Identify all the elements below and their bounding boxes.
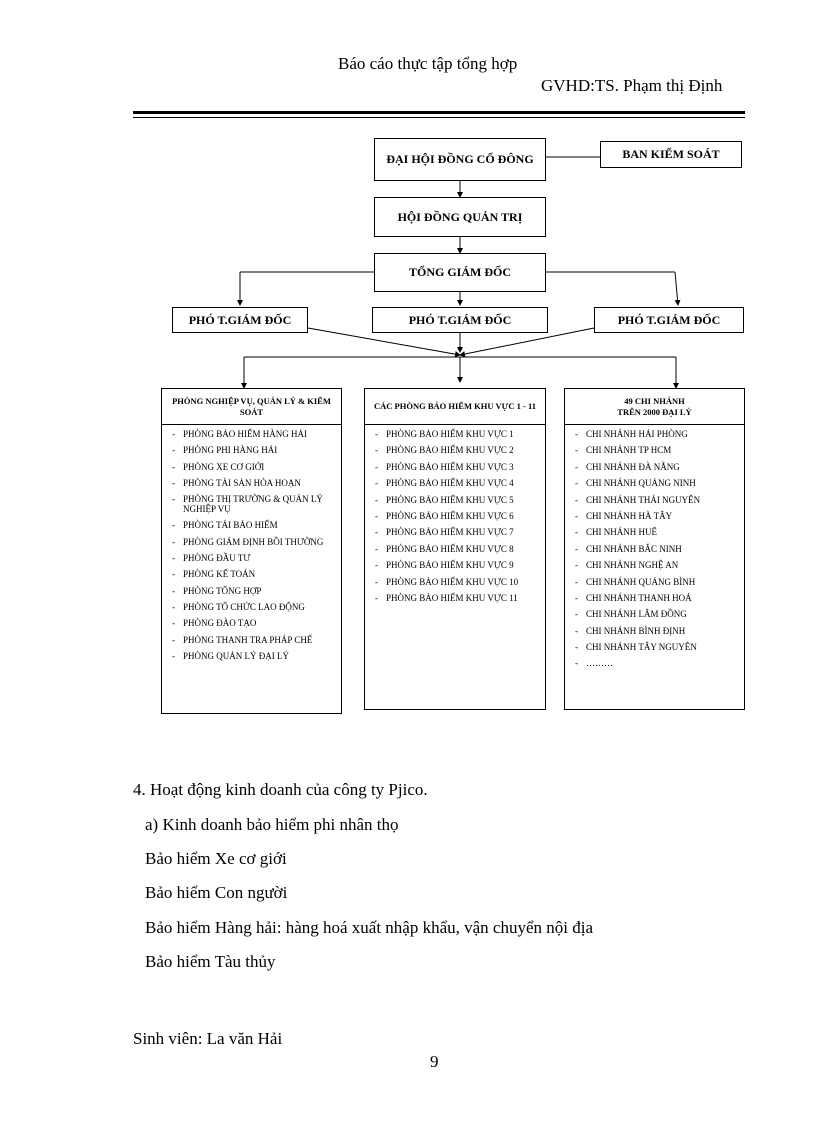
department-item: - PHÒNG BẢO HIỂM KHU VỰC 11 xyxy=(375,593,541,603)
department-item: - PHÒNG BẢO HIỂM KHU VỰC 10 xyxy=(375,577,541,587)
department-item: - PHÒNG BẢO HIỂM KHU VỰC 1 xyxy=(375,429,541,439)
shareholders-meeting-box: ĐẠI HỘI ĐỒNG CỔ ĐÔNG xyxy=(374,138,546,181)
department-item: - PHÒNG THANH TRA PHÁP CHẾ xyxy=(172,635,337,645)
department-list xyxy=(162,425,341,661)
body-line: Bảo hiểm Tàu thủy xyxy=(145,952,276,971)
department-item: - PHÒNG BẢO HIỂM KHU VỰC 6 xyxy=(375,511,541,521)
body-line: Bảo hiểm Con người xyxy=(145,883,288,902)
branch-item: - CHI NHÁNH NGHỆ AN xyxy=(575,560,740,570)
department-item: - PHÒNG BẢO HIỂM KHU VỰC 7 xyxy=(375,527,541,537)
department-item: - PHÒNG XE CƠ GIỚI xyxy=(172,462,337,472)
general-director-box: TỔNG GIÁM ĐỐC xyxy=(374,253,546,292)
column-heading: CÁC PHÒNG BẢO HIỂM KHU VỰC 1 - 11 xyxy=(365,389,545,425)
department-item: - PHÒNG QUẢN LÝ ĐẠI LÝ xyxy=(172,651,337,661)
department-item: - PHÒNG TÀI SẢN HỎA HOẠN xyxy=(172,478,337,488)
section-heading: 4. Hoạt động kinh doanh của công ty Pjico. xyxy=(133,780,428,799)
department-item: - PHÒNG ĐÀO TẠO xyxy=(172,618,337,628)
supervisory-board-box: BAN KIỂM SOÁT xyxy=(600,141,742,168)
deputy-director-box-1: PHÓ T.GIÁM ĐỐC xyxy=(172,307,308,333)
branch-item: - CHI NHÁNH HẢI PHÒNG xyxy=(575,429,740,439)
department-item: - PHÒNG BẢO HIỂM KHU VỰC 3 xyxy=(375,462,541,472)
branch-item: - CHI NHÁNH THÁI NGUYÊN xyxy=(575,495,740,505)
branch-item: - CHI NHÁNH HÀ TÂY xyxy=(575,511,740,521)
branch-item: - CHI NHÁNH QUẢNG BÌNH xyxy=(575,577,740,587)
department-item: - PHÒNG BẢO HIỂM KHU VỰC 4 xyxy=(375,478,541,488)
department-item: - PHÒNG BẢO HIỂM KHU VỰC 2 xyxy=(375,445,541,455)
department-item: - PHÒNG TÁI BẢO HIỂM xyxy=(172,520,337,530)
page-number: 9 xyxy=(430,1052,439,1071)
branch-item: - CHI NHÁNH TÂY NGUYÊN xyxy=(575,642,740,652)
column-heading: PHÒNG NGHIỆP VỤ, QUẢN LÝ & KIỂM SOÁT xyxy=(162,389,341,425)
department-item: - PHÒNG KẾ TOÁN xyxy=(172,569,337,579)
branch-item: - CHI NHÁNH THANH HOÁ xyxy=(575,593,740,603)
branch-item: - ……… xyxy=(575,658,740,668)
department-item: - PHÒNG GIÁM ĐỊNH BỒI THƯỜNG xyxy=(172,537,337,547)
branch-list xyxy=(565,425,744,668)
department-item: - PHÒNG BẢO HIỂM HÀNG HẢI xyxy=(172,429,337,439)
branch-item: - CHI NHÁNH ĐÀ NẴNG xyxy=(575,462,740,472)
body-line: Bảo hiểm Hàng hải: hàng hoá xuất nhập khẩu, vận chuyển nội địa xyxy=(145,918,594,937)
department-item: - PHÒNG BẢO HIỂM KHU VỰC 5 xyxy=(375,495,541,505)
branch-item: - CHI NHÁNH QUẢNG NINH xyxy=(575,478,740,488)
deputy-director-box-3: PHÓ T.GIÁM ĐỐC xyxy=(594,307,744,333)
department-list xyxy=(365,425,545,603)
department-item: - PHÒNG PHI HÀNG HẢI xyxy=(172,445,337,455)
branch-item: - CHI NHÁNH LÂM ĐỒNG xyxy=(575,609,740,619)
regional-departments-column xyxy=(364,388,546,710)
branch-item: - CHI NHÁNH HUẾ xyxy=(575,527,740,537)
department-item: - PHÒNG ĐẦU TƯ xyxy=(172,553,337,563)
document-title: Báo cáo thực tập tổng hợp xyxy=(338,54,518,73)
body-line: Bảo hiểm Xe cơ giới xyxy=(145,849,287,868)
deputy-director-box-2: PHÓ T.GIÁM ĐỐC xyxy=(372,307,548,333)
branches-column xyxy=(564,388,745,710)
department-item: - PHÒNG BẢO HIỂM KHU VỰC 8 xyxy=(375,544,541,554)
operations-departments-column xyxy=(161,388,342,714)
subheading: a) Kinh doanh bảo hiểm phi nhân thọ xyxy=(145,815,399,834)
department-item: - PHÒNG THỊ TRƯỜNG & QUẢN LÝ NGHIỆP VỤ xyxy=(172,494,337,514)
column-heading xyxy=(565,389,744,425)
branch-item: - CHI NHÁNH BẮC NINH xyxy=(575,544,740,554)
student-name: Sinh viên: La văn Hải xyxy=(133,1029,283,1048)
advisor-line: GVHD:TS. Phạm thị Định xyxy=(541,76,723,95)
board-of-directors-box: HỘI ĐỒNG QUẢN TRỊ xyxy=(374,197,546,237)
department-item: - PHÒNG TỔ CHỨC LAO ĐỘNG xyxy=(172,602,337,612)
column-heading-line-2: TRÊN 2000 ĐẠI LÝ xyxy=(617,406,692,417)
branch-item: - CHI NHÁNH TP HCM xyxy=(575,445,740,455)
branch-item: - CHI NHÁNH BÌNH ĐỊNH xyxy=(575,626,740,636)
department-item: - PHÒNG BẢO HIỂM KHU VỰC 9 xyxy=(375,560,541,570)
column-heading-line-1: 49 CHI NHÁNH xyxy=(624,395,685,406)
department-item: - PHÒNG TỔNG HỢP xyxy=(172,586,337,596)
